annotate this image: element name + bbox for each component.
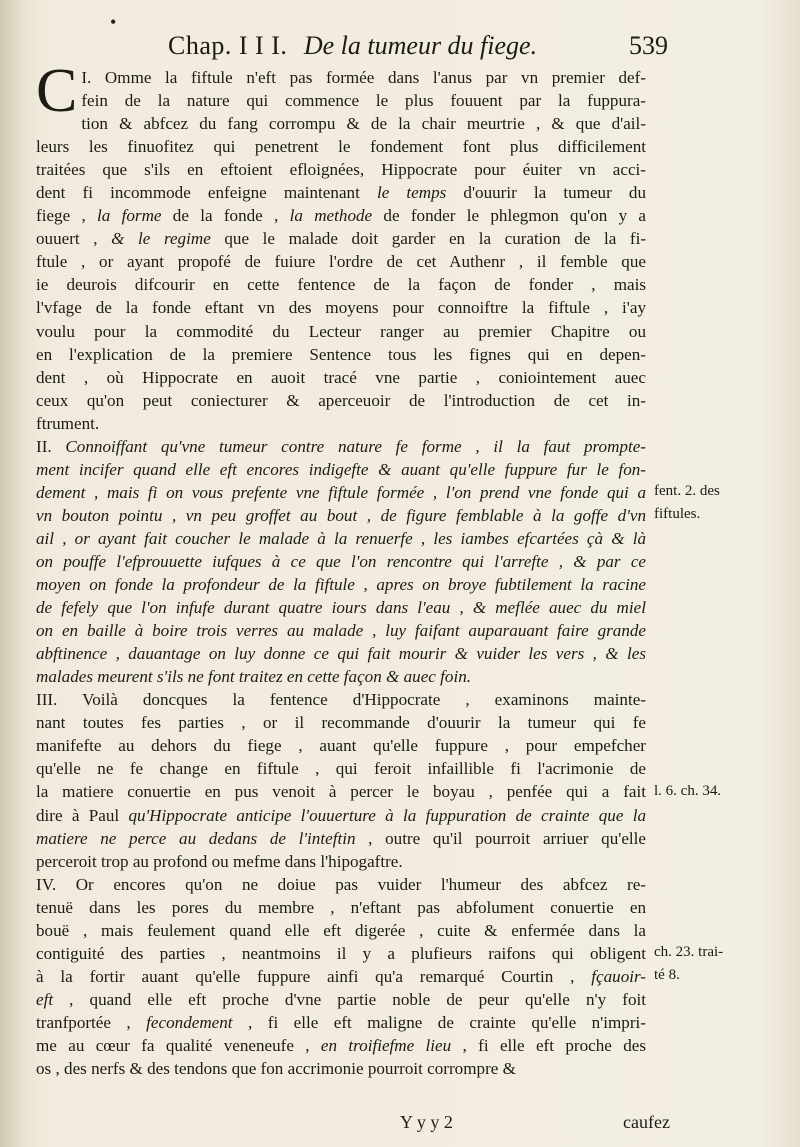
- margin-note: fent. 2. des: [654, 482, 720, 499]
- text-line: [36, 273, 646, 296]
- text-line: [36, 527, 646, 550]
- italic-text: en troifiefme lieu: [320, 1035, 452, 1055]
- roman-text: manifefte au dehors du fiege , auant qu'elle fuppure , pour empefcher: [36, 736, 646, 756]
- text-line: [36, 1034, 646, 1057]
- text-line: [36, 850, 646, 873]
- drop-cap: C: [36, 57, 78, 125]
- signature-mark: Y y y 2: [400, 1112, 453, 1132]
- text-line: [36, 135, 646, 158]
- roman-text: traitées que s'ils en eftoient efloignées, Hippocrate pour éuiter vn acci-: [36, 160, 646, 180]
- roman-text: os , des nerfs & des tendons que fon accrimonie pourroit corrompre &: [36, 1059, 516, 1079]
- text-line: [36, 919, 646, 942]
- roman-text: de la fonde ,: [161, 206, 290, 226]
- text-line: [36, 504, 646, 527]
- italic-text: ment incifer quand elle eft encores indigefte & auant qu'elle fuppure fur le fon-: [36, 459, 646, 479]
- running-header: [168, 28, 668, 64]
- margin-note: l. 6. ch. 34.: [654, 782, 722, 799]
- italic-text: Connoiffant qu'vne tumeur contre nature fe forme , il la faut prompte-: [65, 436, 646, 456]
- italic-text: fçauoir-: [591, 966, 646, 986]
- text-line: [36, 320, 646, 343]
- text-line: [36, 665, 646, 688]
- text-line: [36, 458, 646, 481]
- text-line: [36, 1057, 646, 1080]
- italic-text: on pouffe l'efprouuette iufques à ce que l'on rencontre qui l'arrefte , & par ce: [36, 551, 646, 571]
- text-line: [36, 158, 646, 181]
- italic-text: malades meurent s'ils ne font traitez en cette façon & auec foin.: [36, 667, 472, 687]
- text-line: [36, 573, 646, 596]
- italic-text: moyen on fonde la profondeur de la fiftule , apres on broye fubtilement la racine: [36, 575, 646, 595]
- roman-text: ouuert ,: [36, 229, 112, 249]
- text-line: [36, 435, 646, 458]
- roman-text: contiguité des parties , neantmoins il y a plufieurs raifons qui obligent: [36, 943, 646, 963]
- text-line: [36, 481, 646, 504]
- roman-text: dent , où Hippocrate en auoit tracé vne partie , coniointement auec: [36, 367, 646, 387]
- roman-text: qu'elle ne fe change en fiftule , qui feroit infaillible fi l'acrimonie de: [36, 759, 646, 779]
- roman-text: fiege ,: [36, 206, 98, 226]
- roman-text: dent fi incommode enfeigne maintenant: [36, 183, 377, 203]
- italic-text: on en baille à boire trois verres au malade , luy faifant auparauant faire grande: [36, 621, 646, 641]
- roman-text: que le malade doit garder en la curation de la fi-: [210, 229, 646, 249]
- text-line: [36, 827, 646, 850]
- body-text: [36, 57, 646, 1080]
- text-line: [36, 619, 646, 642]
- text-line: [36, 988, 646, 1011]
- roman-text: tranfportée ,: [36, 1012, 147, 1032]
- italic-text: dement , mais fi on vous prefente vne fiftule formée , l'on prend vne fonde qui a: [36, 482, 646, 502]
- roman-text: nant toutes fes parties , or il recommande d'ouurir la tumeur qui fe: [36, 713, 646, 733]
- paragraph-number: III.: [36, 690, 83, 710]
- text-line: [36, 757, 646, 780]
- margin-note: ch. 23. trai-: [654, 943, 724, 960]
- italic-text: abftinence , dauantage on luy donne ce qui fait mourir & vuider les vers , & les: [36, 644, 646, 664]
- text-line: [36, 688, 646, 711]
- roman-text: l'vfage de la fonde eftant vn des moyens pour connoiftre la fiftule , i'ay: [36, 298, 646, 318]
- roman-text: , outre qu'il pourroit arriuer qu'elle: [355, 828, 646, 848]
- roman-text: dire à Paul: [36, 805, 129, 825]
- text-line: [36, 734, 646, 757]
- italic-text: vn bouton pointu , vn peu groffet au bout , de figure femblable à la goffe d'vn: [36, 505, 646, 525]
- roman-text: Omme la fiftule n'eft pas formée dans l'anus par vn premier def-: [104, 68, 646, 87]
- margin-note: fiftules.: [654, 505, 701, 522]
- printer-mark: •: [110, 12, 117, 32]
- paragraph-number: IV.: [36, 874, 76, 894]
- text-line: [36, 296, 646, 319]
- text-line: [36, 550, 646, 573]
- roman-text: tion & abfcez du fang corrompu & de la chair meurtrie , & que d'ail-: [81, 114, 646, 134]
- text-line: [36, 896, 646, 919]
- text-line: [36, 366, 646, 389]
- roman-text: d'ouurir la tumeur du: [446, 183, 646, 203]
- italic-text: & le regime: [111, 229, 211, 249]
- roman-text: leurs les finuofitez qui penetrent le fondement font plus difficilement: [36, 137, 646, 157]
- roman-text: de fonder le phlegmon qu'on y a: [372, 206, 646, 226]
- italic-text: matiere ne perce au dedans de l'inteftin: [36, 828, 356, 848]
- italic-text: la forme: [97, 206, 162, 226]
- roman-text: en l'explication de la premiere Sentence tous les fignes qui en depen-: [36, 344, 646, 364]
- roman-text: , fi elle eft maligne de crainte qu'elle n'impri-: [232, 1012, 646, 1032]
- text-line: [36, 343, 646, 366]
- text-line: [81, 66, 646, 89]
- text-line: [36, 711, 646, 734]
- roman-text: à la fortir auant qu'elle fuppure ainfi qu'a remarqué Courtin ,: [36, 966, 592, 986]
- roman-text: la matiere conuertie en pus venoit à percer le boyau , penfée qui a fait: [36, 782, 646, 802]
- italic-text: eft: [36, 989, 54, 1009]
- roman-text: bouë , mais feulement quand elle eft digerée , cuite & enfermée dans la: [36, 920, 646, 940]
- italic-text: qu'Hippocrate anticipe l'ouuerture à la fuppuration de crainte que la: [128, 805, 646, 825]
- text-line: [36, 965, 646, 988]
- paragraph-number: I.: [81, 68, 105, 87]
- text-line: [36, 642, 646, 665]
- roman-text: fein de la nature qui commence le plus fouuent par la fuppura-: [81, 91, 646, 111]
- roman-text: ftule , or ayant propofé de fuiure l'ordre de cet Authenr , il femble que: [36, 252, 646, 272]
- text-line: [36, 412, 646, 435]
- roman-text: Voilà doncques la fentence d'Hippocrate , examinons mainte-: [82, 690, 646, 710]
- text-line: [36, 780, 646, 803]
- roman-text: perceroit trop au profond ou mefme dans l'hipogaftre.: [36, 851, 403, 871]
- text-line: [36, 804, 646, 827]
- text-line: [36, 1011, 646, 1034]
- paragraph-number: II.: [36, 436, 66, 456]
- text-line: [36, 250, 646, 273]
- roman-text: , fi elle eft proche des: [451, 1035, 646, 1055]
- italic-text: le temps: [376, 183, 447, 203]
- text-line: [36, 227, 646, 250]
- text-line: [36, 873, 646, 896]
- text-line: [81, 112, 646, 135]
- roman-text: Or encores qu'on ne doiue pas vuider l'humeur des abfcez re-: [75, 874, 646, 894]
- roman-text: me au cœur fa qualité veneneufe ,: [36, 1035, 321, 1055]
- roman-text: ie deurois difcourir en cette fentence de la façon de fonder , mais: [36, 275, 646, 295]
- text-line: [36, 389, 646, 412]
- italic-text: ail , or ayant fait coucher le malade à la renuerfe , les iambes efcartées çà & là: [36, 528, 646, 548]
- roman-text: , quand elle eft proche d'vne partie noble de peur qu'elle n'y foit: [53, 989, 646, 1009]
- chapter-title: De la tumeur du fiege.: [303, 31, 538, 60]
- italic-text: de fefely que l'on infufe durant quatre iours dans l'eau , & meflée auec du miel: [36, 598, 646, 618]
- roman-text: voulu pour la commodité du Lecteur ranger au premier Chapitre ou: [36, 321, 646, 341]
- chapter-label: Chap. I I I.: [168, 31, 288, 60]
- text-line: [36, 942, 646, 965]
- italic-text: la methode: [289, 206, 373, 226]
- page-number: 539: [629, 31, 668, 60]
- italic-text: fecondement: [146, 1012, 233, 1032]
- catchword: caufez: [623, 1112, 670, 1132]
- roman-text: ftrument.: [36, 413, 100, 433]
- roman-text: tenuë dans les pores du membre , n'eftant pas abfolument conuertie en: [36, 897, 646, 917]
- text-line: [81, 89, 646, 112]
- roman-text: ceux qu'on peut coniecturer & aperceuoir de l'introduction de cet in-: [36, 390, 646, 410]
- text-line: [36, 181, 646, 204]
- text-line: [36, 596, 646, 619]
- margin-note: té 8.: [654, 966, 680, 983]
- text-line: [36, 204, 646, 227]
